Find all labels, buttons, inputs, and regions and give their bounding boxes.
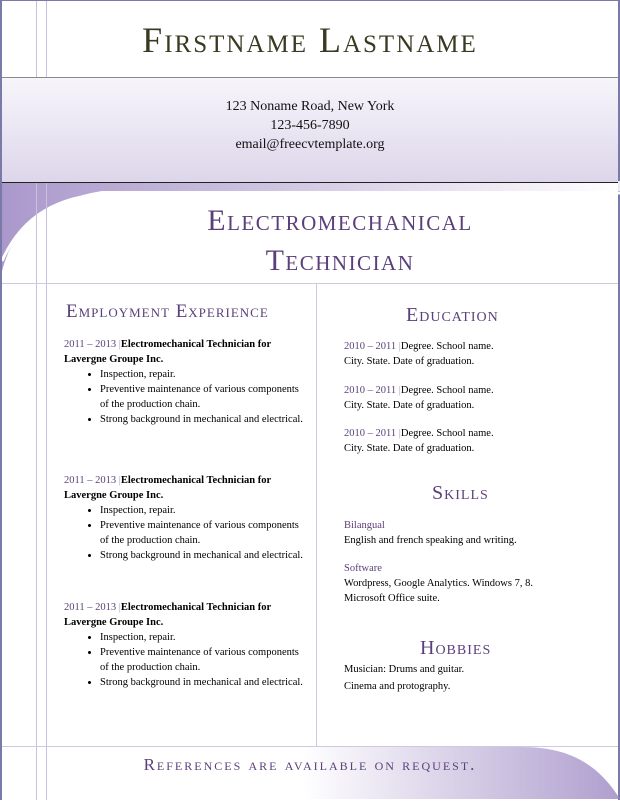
job-bullet: • Inspection, repair. [100,367,304,382]
hobby-item: Cinema and protography. [344,681,451,692]
skill-label: Software [344,563,382,574]
divider [2,283,618,284]
hobby-item: Musician: Drums and guitar. [344,664,465,675]
job-date: 2011 – 2013 [64,602,117,613]
job-bullet: • Preventive maintenance of various components of the production chain. [100,382,304,412]
skill-text: English and french speaking and writing. [344,535,517,546]
job-bullet: • Strong background in mechanical and electrical. [100,412,304,427]
education-entry: 2010 – 2011 |Degree. School name. City. State. Date of graduation. [344,339,544,369]
job-date: 2011 – 2013 [64,475,117,486]
education-details: City. State. Date of graduation. [344,400,475,411]
job-role: Electromechanical Technician for Lavergne Groupe Inc. [64,339,271,365]
candidate-name: Firstname Lastname [142,20,478,60]
job-bullet: • Inspection, repair. [100,630,304,645]
job-bullet: • Strong background in mechanical and electrical. [100,548,304,563]
education-entry: 2010 – 2011 |Degree. School name. City. State. Date of graduation. [344,426,544,456]
phone: 123-456-7890 [270,118,350,133]
skills-heading: Skills [432,482,489,504]
education-details: City. State. Date of graduation. [344,356,475,367]
email: email@freecvtemplate.org [235,137,385,152]
education-degree: Degree. School name. [400,428,494,439]
skill-entry [344,561,559,606]
skill-entry [344,518,574,548]
divider [2,746,618,747]
education-date: 2010 – 2011 [344,341,397,352]
address: 123 Noname Road, New York [225,99,395,114]
job-bullet: • Inspection, repair. [100,503,304,518]
contact-block [2,97,618,154]
skill-label: Bilangual [344,520,385,531]
job-bullet: • Strong background in mechanical and electrical. [100,675,304,690]
education-details: City. State. Date of graduation. [344,443,475,454]
job-date: 2011 – 2013 [64,339,117,350]
education-date: 2010 – 2011 [344,428,397,439]
job-bullet: • Preventive maintenance of various components of the production chain. [100,518,304,548]
job-entry: 2011 – 2013 |Electromechanical Technician for Lavergne Groupe Inc. • Inspection, repair. • Preventive maintenance of various components of the production chain. • Strong background in mechanical and electrical. [64,473,304,563]
job-title-line-1: Electromechanical [207,204,473,237]
column-divider [316,283,317,746]
education-date: 2010 – 2011 [344,385,397,396]
skill-text: Wordpress, Google Analytics. Windows 7, 8. Microsoft Office suite. [344,578,533,604]
job-bullet: • Preventive maintenance of various components of the production chain. [100,645,304,675]
job-entry: 2011 – 2013 |Electromechanical Technician for Lavergne Groupe Inc. • Inspection, repair. • Preventive maintenance of various components of the production chain. • Strong background in mechanical and electrical. [64,600,304,690]
job-role: Electromechanical Technician for Lavergne Groupe Inc. [64,475,271,501]
education-degree: Degree. School name. [400,341,494,352]
job-title [62,201,618,281]
hobbies-heading: Hobbies [420,637,492,659]
education-heading: Education [406,304,499,326]
employment-heading: Employment Experience [66,301,269,322]
education-degree: Degree. School name. [400,385,494,396]
references-note: References are available on request. [143,755,477,774]
education-entry: 2010 – 2011 |Degree. School name. City. State. Date of graduation. [344,383,544,413]
hobbies-list [344,661,574,695]
job-entry: 2011 – 2013 |Electromechanical Technician for Lavergne Groupe Inc. • Inspection, repair. • Preventive maintenance of various components of the production chain. • Strong background in mechanical and electrical. [64,337,304,427]
job-role: Electromechanical Technician for Lavergne Groupe Inc. [64,602,271,628]
job-title-line-2: Technician [265,244,415,277]
